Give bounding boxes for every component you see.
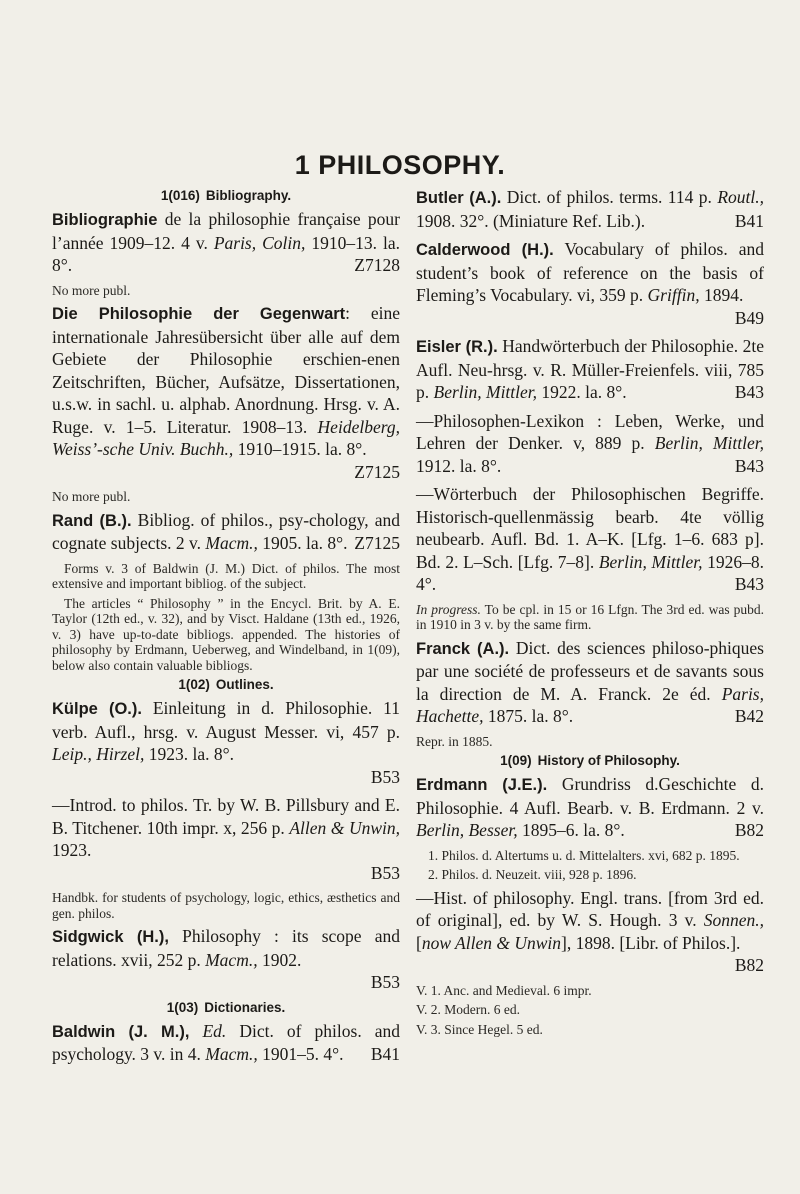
entry-text: 1908. 32°. (Miniature Ref. Lib.).	[416, 210, 646, 231]
entry-publisher: Berlin, Mittler,	[598, 551, 703, 572]
entry-bibliographie	[52, 208, 400, 277]
entry-text: 1905. la. 8°.	[257, 533, 348, 553]
class-mark: B43	[734, 455, 764, 476]
entry-text: Bibliog. of philos., psy-chology, and cognate subjects. 2 v.	[52, 509, 400, 553]
class-mark: B41	[370, 1044, 400, 1064]
entry-text: 1926–8. 4°.	[416, 551, 764, 594]
class-mark: B41	[734, 210, 764, 231]
entry-text: Vocabulary of philos. and student’s book of reference on the basis of Fleming’s Vocabulary. vi, 359 p.	[416, 239, 765, 305]
entry-text: —Introd. to philos. Tr. by W. B. Pillsbury and E. B. Titchener. 10th impr. x, 256 p.	[52, 795, 400, 838]
entry-calderwood	[416, 238, 764, 329]
entry-note: Forms v. 3 of Baldwin (J. M.) Dict. of philos. The most extensive and important bibliog. of the subject.	[52, 560, 400, 591]
section-label: Bibliography.	[205, 188, 292, 203]
class-mark: Z7125	[354, 533, 400, 553]
entry-head: Rand (B.).	[52, 511, 132, 530]
class-mark: B42	[734, 706, 764, 726]
entry-text: —Hist. of philosophy. Engl. trans. [from 3rd ed. of original], ed. by W. S. Hough. 3 v.	[416, 887, 764, 930]
entry-publisher: Macm.,	[205, 949, 258, 970]
section-number: 1(02)	[178, 677, 210, 692]
entry-head: Eisler (R.).	[416, 338, 498, 356]
entry-publisher: Routl.,	[717, 187, 764, 207]
entry-text: 1923. la. 8°.	[144, 744, 235, 764]
class-mark: B53	[370, 972, 400, 992]
entry-text: Einleitung in d. Philosophie. 11 verb. Aufl., hrsg. v. August Messer. vi, 457 p.	[52, 698, 400, 742]
entry-publisher: Macm.,	[205, 1044, 258, 1064]
entry-baldwin	[52, 1020, 400, 1066]
entry-rand	[52, 509, 400, 555]
entry-text: 1901–5. 4°.	[257, 1044, 344, 1064]
entry-franck	[416, 637, 764, 728]
entry-text: Handwörterbuch der Philosophie. 2te Aufl. Neu-hrsg. v. R. Müller-Freienfels. viii, 785 p.	[416, 336, 764, 402]
entry-head: Die Philosophie der Gegenwart	[52, 305, 346, 323]
section-label: History of Philosophy.	[537, 753, 680, 768]
entry-note: V. 3. Since Hegel. 5 ed.	[416, 1021, 543, 1037]
entry-text: 1875. la. 8°.	[483, 706, 574, 726]
class-mark: B49	[734, 307, 764, 328]
entry-head: Baldwin (J. M.),	[52, 1022, 190, 1041]
entry-text: 1922. la. 8°.	[537, 382, 627, 402]
entry-eisler	[416, 335, 764, 404]
entry-eisler-lexikon	[416, 410, 764, 478]
entry-head: Franck (A.).	[416, 639, 510, 658]
entry-text: Dict. des sciences philoso-phiques par une société de professeurs et de savants sous la direction de M. A. Franck. 2e éd.	[416, 637, 764, 704]
entry-publisher: Sonnen.,	[703, 910, 764, 930]
entry-text: —Philosophen-Lexikon : Leben, Werke, und Lehren der Denker. v, 889 p.	[416, 410, 764, 453]
entry-butler	[416, 186, 764, 232]
section-number: 1(09)	[500, 753, 532, 768]
class-mark: B43	[734, 382, 764, 402]
section-label: Outlines.	[215, 677, 274, 692]
entry-text: 1923.	[52, 840, 92, 860]
entry-kulpe	[52, 697, 400, 788]
entry-text: 1912. la. 8°.	[416, 455, 502, 476]
class-mark: Z7125	[354, 461, 400, 482]
class-mark: B53	[370, 862, 400, 883]
entry-text: Philosophy : its scope and relations. xvii, 252 p.	[52, 926, 400, 970]
entry-publisher: Paris, Hachette,	[416, 683, 764, 726]
section-heading-bibliography	[52, 188, 400, 203]
entry-publisher: Heidelberg, Weiss’-sche Univ. Buchh.,	[52, 416, 400, 459]
entry-erdmann	[416, 773, 764, 842]
entry-head: Sidgwick (H.),	[52, 928, 169, 946]
section-number: 1(03)	[166, 999, 199, 1015]
entry-text: 1910–13. la. 8°.	[52, 232, 400, 275]
entry-note: 1. Philos. d. Altertums u. d. Mittelalters. xvi, 682 p. 1895.	[428, 847, 740, 863]
entry-head: Külpe (O.).	[52, 700, 142, 718]
right-column	[416, 186, 764, 1041]
entry-eisler-worterbuch	[416, 483, 764, 596]
entry-text: 1895–6. la. 8°.	[517, 820, 625, 840]
class-mark: B43	[734, 574, 764, 594]
entry-text: de la philosophie française pour l’année 1909–12. 4 v.	[52, 209, 400, 253]
entry-text: : eine internationale Jahresübersicht über alle auf dem Gebiete der Philosophie erschien-enen Zeitschriften, Bücher, Aufsätze, Dissertationen, u.s.w. in sachl. u. alphab. Anordnung. Hrsg. v. A. Ruge. v. 1–5. Literatur. 1908–13.	[52, 303, 400, 437]
entry-note	[416, 602, 764, 633]
entry-publisher: Berlin, Mittler,	[433, 382, 538, 402]
entry-text: 1902.	[257, 949, 302, 970]
entry-publisher: Allen & Unwin,	[289, 817, 400, 838]
entry-note: Repr. in 1885.	[416, 733, 493, 749]
class-mark: B53	[370, 766, 400, 787]
entry-text: [	[416, 932, 422, 953]
entry-erdmann-hist	[416, 887, 764, 977]
entry-publisher: Berlin, Mittler,	[654, 433, 765, 453]
entry-text: 1894.	[699, 285, 744, 305]
section-label: Dictionaries.	[204, 999, 286, 1015]
entry-publisher: Macm.,	[205, 533, 258, 553]
entry-kulpe-introd	[52, 794, 400, 884]
entry-note: No more publ.	[52, 489, 131, 504]
entry-text: Dict. of philos. and psychology. 3 v. in 4.	[52, 1020, 400, 1064]
section-heading-dictionaries	[52, 1000, 400, 1015]
entry-text: ], 1898. [Libr. of Philos.].	[561, 932, 741, 953]
left-column	[52, 186, 400, 1072]
entry-note: No more publ.	[52, 282, 131, 298]
entry-text: 1910–1915. la. 8°.	[233, 439, 367, 459]
entry-note: Handbk. for students of psychology, logic, ethics, æsthetics and gen. philos.	[52, 890, 400, 921]
entry-note: V. 1. Anc. and Medieval. 6 impr.	[416, 982, 592, 998]
note-italic: In progress.	[416, 601, 481, 617]
entry-publisher: Berlin, Besser,	[416, 820, 518, 840]
entry-sidgwick	[52, 925, 400, 994]
note-text: To be cpl. in 15 or 16 Lfgn. The 3rd ed. was pubd. in 1910 in 3 v. by the same firm.	[416, 601, 764, 632]
entry-publisher: Paris, Colin,	[213, 232, 306, 253]
section-heading-outlines	[52, 677, 400, 692]
entry-publisher: now Allen & Unwin	[421, 932, 562, 953]
entry-text: Dict. of philos. terms. 114 p.	[501, 187, 718, 207]
page-title: 1 PHILOSOPHY.	[294, 150, 506, 180]
entry-publisher: Griffin,	[647, 285, 700, 305]
section-heading-history	[416, 753, 764, 768]
entry-head: Butler (A.).	[416, 189, 502, 207]
entry-note: 2. Philos. d. Neuzeit. viii, 928 p. 1896.	[428, 867, 637, 882]
entry-publisher: Leip., Hirzel,	[52, 744, 145, 764]
entry-note: V. 2. Modern. 6 ed.	[416, 1002, 520, 1017]
class-mark: Z7128	[354, 255, 400, 275]
entry-note: The articles “ Philosophy ” in the Encycl. Brit. by A. E. Taylor (12th ed., v. 32), and by Visct. Haldane (13th ed., 1926, v. 3) have up-to-date bibliogs. appended. The histories of philosophy by Erdmann, Ueberweg, and Windelband, in 1(09), below also contain valuable bibliogs.	[52, 595, 400, 673]
entry-head: Calderwood (H.).	[416, 241, 554, 259]
section-number: 1(016)	[160, 188, 200, 203]
entry-text: Grundriss d.Geschichte d. Philosophie. 4 Aufl. Bearb. v. B. Erdmann. 2 v.	[416, 774, 764, 818]
entry-head: Bibliographie	[52, 211, 158, 229]
entry-philosophie-gegenwart	[52, 302, 400, 483]
entry-editor: Ed.	[202, 1020, 227, 1041]
class-mark: B82	[734, 955, 764, 975]
entry-text: —Wörterbuch der Philosophischen Begriffe. Historisch-quellenmässig bearb. 4te völlig neubearb. Aufl. Bd. 1. A–K. [Lfg. 1–6. 683 p]. Bd. 2. L–Sch. [Lfg. 7–8].	[416, 484, 764, 572]
class-mark: B82	[734, 820, 764, 840]
entry-text	[189, 1021, 202, 1041]
entry-head: Erdmann (J.E.).	[416, 776, 548, 794]
